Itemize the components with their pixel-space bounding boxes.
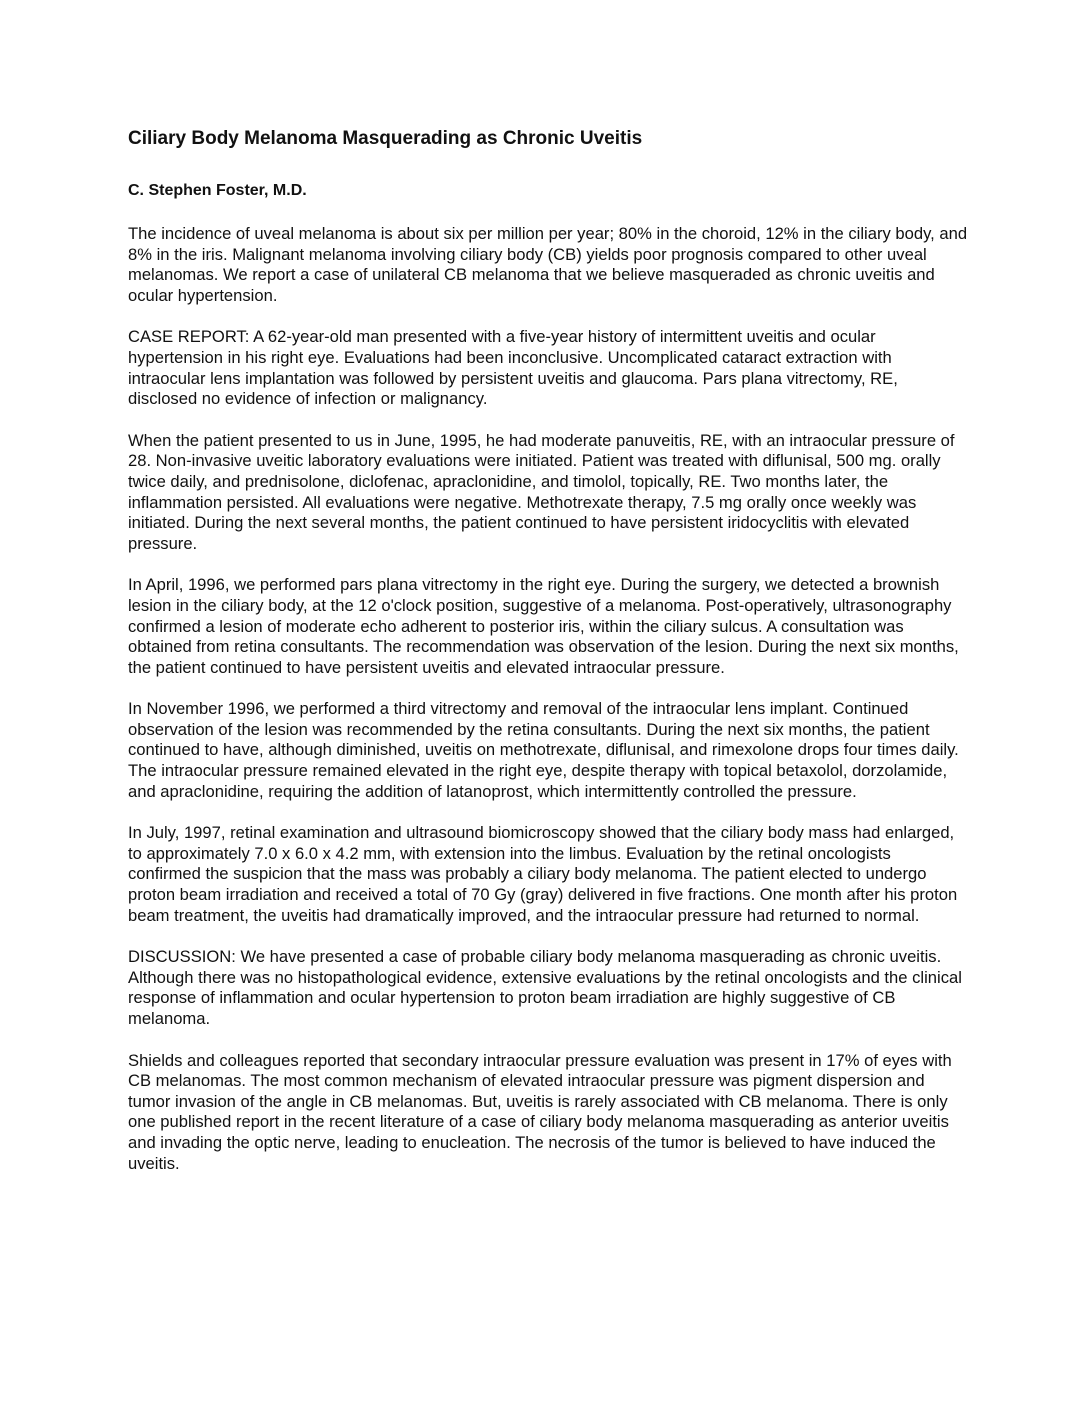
paragraph-april-1996: In April, 1996, we performed pars plana vitrectomy in the right eye. During the surgery, we detected a brownish lesion in the ciliary body, at the 12 o'clock position, suggestive of a melanoma. Post-operatively, ultrasonography confirmed a lesion of moderate echo adherent to posterior iris, within the ciliary sulcus. A consultation was obtained from retina consultants. The recommendation was observation of the lesion. During the next six months, the patient continued to have persistent uveitis and elevated intraocular pressure.: [128, 575, 959, 677]
paragraph-shields: Shields and colleagues reported that secondary intraocular pressure evaluation was present in 17% of eyes with CB melanomas. The most common mechanism of elevated intraocular pressure was pigment dispersion and tumor invasion of the angle in CB melanomas. But, uveitis is rarely associated with CB melanoma. There is only one published report in the recent literature of a case of ciliary body melanoma masquerading as anterior uveitis and invading the optic nerve, leading to enucleation. The necrosis of the tumor is believed to have induced the uveitis.: [128, 1050, 952, 1173]
paragraph-november-1996: In November 1996, we performed a third vitrectomy and removal of the intraocular lens implant. Continued observation of the lesion was recommended by the retina consultants. During the next six months, the patient continued to have, although diminished, uveitis on methotrexate, diflunisal, and rimexolone drops four times daily. The intraocular pressure remained elevated in the right eye, despite therapy with topical betaxolol, dorzolamide, and apraclonidine, requiring the addition of latanoprost, which intermittently controlled the pressure.: [128, 699, 959, 801]
paragraph-case-report: CASE REPORT: A 62-year-old man presented with a five-year history of intermittent uveitis and ocular hypertension in his right eye. Evaluations had been inconclusive. Uncomplicated cataract extraction with intraocular lens implantation was followed by persistent uveitis and glaucoma. Pars plana vitrectomy, RE, disclosed no evidence of infection or malignancy.: [128, 327, 898, 409]
author-name: C. Stephen Foster, M.D.: [128, 182, 307, 199]
paragraph-discussion: DISCUSSION: We have presented a case of probable ciliary body melanoma masquerading as chronic uveitis. Although there was no histopathological evidence, extensive evaluations by the retinal oncologists and the clinical response of inflammation and ocular hypertension to proton beam irradiation are highly suggestive of CB melanoma.: [128, 947, 962, 1028]
document-body: [128, 224, 968, 1174]
paragraph-introduction: The incidence of uveal melanoma is about six per million per year; 80% in the choroid, 12% in the ciliary body, and 8% in the iris. Malignant melanoma involving ciliary body (CB) yields poor prognosis compared to other uveal melanomas. We report a case of unilateral CB melanoma that we believe masqueraded as chronic uveitis and ocular hypertension.: [128, 224, 968, 305]
paragraph-presentation: When the patient presented to us in June, 1995, he had moderate panuveitis, RE, with an intraocular pressure of 28. Non-invasive uveitic laboratory evaluations were initiated. Patient was treated with diflunisal, 500 mg. orally twice daily, and prednisolone, diclofenac, apraclonidine, and timolol, topically, RE. Two months later, the inflammation persisted. All evaluations were negative. Methotrexate therapy, 7.5 mg orally once weekly was initiated. During the next several months, the patient continued to have persistent iridocyclitis with elevated pressure.: [128, 430, 955, 553]
document-title: Ciliary Body Melanoma Masquerading as Chronic Uveitis: [128, 128, 643, 149]
paragraph-july-1997: In July, 1997, retinal examination and ultrasound biomicroscopy showed that the ciliary body mass had enlarged, to approximately 7.0 x 6.0 x 4.2 mm, with extension into the limbus. Evaluation by the retinal oncologists confirmed the suspicion that the mass was probably a ciliary body melanoma. The patient elected to undergo proton beam irradiation and received a total of 70 Gy (gray) delivered in five fractions. One month after his proton beam treatment, the uveitis had dramatically improved, and the intraocular pressure had returned to normal.: [128, 823, 958, 925]
document-page: [128, 126, 968, 1195]
